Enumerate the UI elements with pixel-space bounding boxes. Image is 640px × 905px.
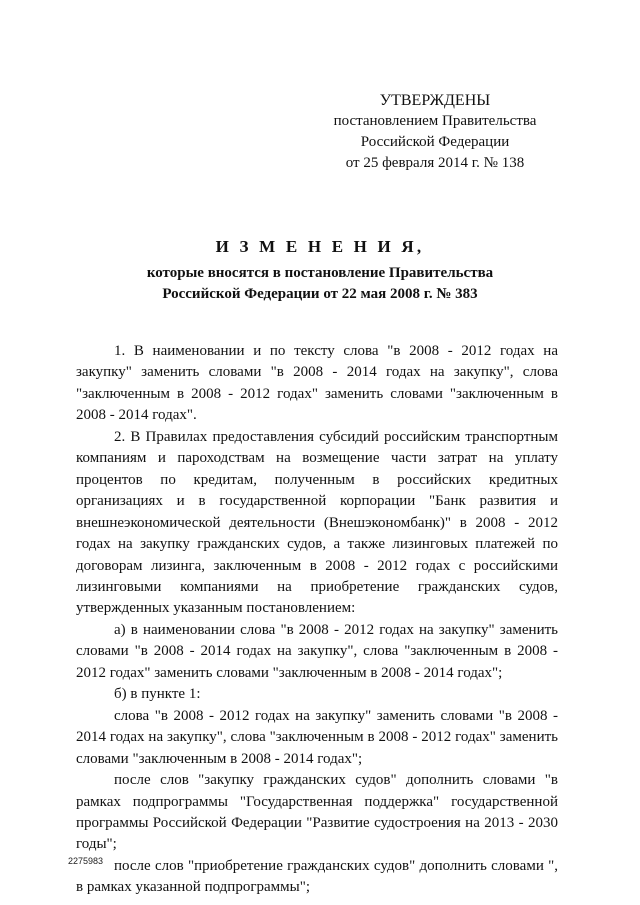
document-subtitle [0, 263, 640, 305]
paragraph: б) в пункте 1: [114, 686, 201, 703]
approval-line: Российской Федерации [360, 134, 510, 150]
paragraph: слова "в 2008 - 2012 годах на закупку" заменить словами "в 2008 - 2014 годах на закупку", слова "заключенным в 2008 - 2012 годах" заменить словами "заключенным в 2008 - 2014 годах"; [76, 707, 558, 767]
approval-line: постановлением Правительства [333, 113, 537, 129]
paragraph: после слов "закупку гражданских судов" дополнить словами "в рамках подпрограммы "Государственная поддержка" государственной программы Российской Федерации "Развитие судостроения на 2013 - 2030 годы"; [76, 772, 558, 853]
paragraph: 2. В Правилах предоставления субсидий российским транспортным компаниям и пароходствам на возмещение части затрат на уплату процентов по кредитам, полученным в российских кредитных организациях и в государственной корпорации "Банк развития и внешнеэкономической деятельности (Внешэкономбанк)" в 2008 - 2012 годах на закупку гражданских судов, а также лизинговых платежей по договорам лизинга, заключенным в 2008 - 2012 годах с российскими лизинговыми компаниями на приобретение гражданских судов, утвержденных указанным постановлением: [76, 428, 558, 617]
approval-heading: УТВЕРЖДЕНЫ [379, 92, 491, 109]
approval-date-number: от 25 февраля 2014 г. № 138 [345, 155, 525, 171]
approval-stamp [320, 90, 550, 174]
document-title: И З М Е Н Е Н И Я, [215, 237, 425, 256]
document-body [76, 341, 558, 899]
paragraph: 1. В наименовании и по тексту слова "в 2008 - 2012 годах на закупку" заменить словами "в 2008 - 2014 годах на закупку", слова "заключенным в 2008 - 2012 годах" заменить словами "заключенным в 2008 - 2014 годах". [76, 343, 558, 424]
paragraph: после слов "приобретение гражданских судов" дополнить словами ", в рамках указанной подпрограммы"; [76, 857, 558, 896]
document-id: 2275983 [68, 856, 104, 866]
paragraph: а) в наименовании слова "в 2008 - 2012 годах на закупку" заменить словами "в 2008 - 2014 годах на закупку", слова "заключенным в 2008 - 2012 годах" заменить словами "заключенным в 2008 - 2014 годах"; [76, 621, 558, 681]
subtitle-line: Российской Федерации от 22 мая 2008 г. № 383 [162, 286, 478, 302]
subtitle-line: которые вносятся в постановление Правительства [146, 265, 494, 281]
